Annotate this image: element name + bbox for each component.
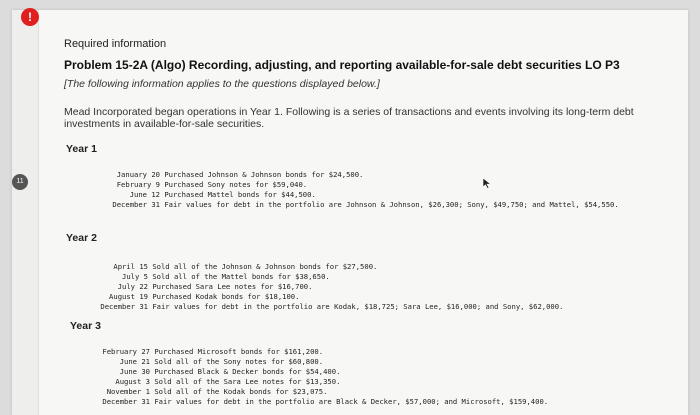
year-1-heading: Year 1 bbox=[66, 143, 97, 155]
transaction-date: December 31 bbox=[102, 397, 150, 406]
transaction-date: December 31 bbox=[100, 302, 148, 311]
transaction-row bbox=[70, 292, 652, 302]
transaction-text: Purchased Microsoft bonds for $161,200. bbox=[154, 347, 324, 356]
transaction-row bbox=[70, 190, 634, 200]
transaction-row bbox=[70, 170, 634, 180]
transaction-text: Sold all of the Sony notes for $60,800. bbox=[154, 357, 324, 366]
transaction-date: February 27 bbox=[102, 347, 150, 356]
transaction-text: Purchased Sara Lee notes for $16,700. bbox=[152, 282, 313, 291]
section-title: Required information bbox=[64, 38, 167, 50]
transaction-date: December 31 bbox=[112, 200, 160, 209]
transaction-row bbox=[68, 377, 654, 387]
transaction-text: Purchased Black & Decker bonds for $54,400. bbox=[154, 367, 341, 376]
transaction-date: July 5 bbox=[122, 272, 148, 281]
transaction-text: Purchased Sony notes for $59,040. bbox=[164, 180, 308, 189]
transaction-text: Purchased Kodak bonds for $18,100. bbox=[152, 292, 300, 301]
transaction-text: Purchased Johnson & Johnson bonds for $24,500. bbox=[164, 170, 364, 179]
transaction-row bbox=[68, 357, 654, 367]
transaction-row bbox=[70, 302, 652, 312]
instruction-note: [The following information applies to the questions displayed below.] bbox=[64, 78, 380, 90]
year-2-heading: Year 2 bbox=[66, 232, 97, 244]
transaction-date: November 1 bbox=[106, 387, 150, 396]
transaction-date: June 21 bbox=[119, 357, 150, 366]
problem-panel bbox=[12, 10, 688, 415]
transaction-text: Fair values for debt in the portfolio are Black & Decker, $57,000; and Microsoft, $159,400. bbox=[154, 397, 549, 406]
transaction-row bbox=[68, 347, 654, 357]
transaction-row bbox=[70, 262, 652, 272]
transaction-row bbox=[70, 180, 634, 190]
transaction-row bbox=[68, 397, 654, 407]
problem-title: Problem 15-2A (Algo) Recording, adjusting, and reporting available-for-sale debt securities LO P3 bbox=[64, 58, 620, 72]
year-3-transactions bbox=[68, 347, 654, 407]
year-3-heading: Year 3 bbox=[70, 320, 101, 332]
transaction-date: August 19 bbox=[109, 292, 148, 301]
alert-icon: ! bbox=[21, 8, 39, 26]
transaction-date: June 30 bbox=[119, 367, 150, 376]
transaction-date: February 9 bbox=[116, 180, 160, 189]
transaction-date: April 15 bbox=[113, 262, 148, 271]
transaction-date: July 22 bbox=[117, 282, 148, 291]
year-1-transactions bbox=[70, 170, 634, 210]
transaction-text: Fair values for debt in the portfolio are Kodak, $18,725; Sara Lee, $16,000; and Sony, $62,000. bbox=[152, 302, 564, 311]
transaction-row bbox=[70, 272, 652, 282]
transaction-row bbox=[70, 282, 652, 292]
transaction-date: August 3 bbox=[115, 377, 150, 386]
transaction-text: Sold all of the Johnson & Johnson bonds for $27,500. bbox=[152, 262, 378, 271]
transaction-text: Sold all of the Sara Lee notes for $13,350. bbox=[154, 377, 341, 386]
transaction-row bbox=[68, 367, 654, 377]
intro-paragraph: Mead Incorporated began operations in Year 1. Following is a series of transactions and events involving its long-term debt investments in available-for-sale securities. bbox=[64, 106, 634, 130]
transaction-text: Sold all of the Kodak bonds for $23,075. bbox=[154, 387, 328, 396]
transaction-row bbox=[68, 387, 654, 397]
left-rail bbox=[12, 10, 39, 415]
transaction-row bbox=[70, 200, 634, 210]
transaction-text: Purchased Mattel bonds for $44,500. bbox=[164, 190, 316, 199]
year-2-transactions bbox=[70, 262, 652, 312]
transaction-date: June 12 bbox=[129, 190, 160, 199]
transaction-date: January 20 bbox=[116, 170, 160, 179]
transaction-text: Fair values for debt in the portfolio are Johnson & Johnson, $26,300; Sony, $49,750; and Mattel, $54,550. bbox=[164, 200, 619, 209]
side-tab[interactable]: 11 bbox=[12, 174, 28, 190]
transaction-text: Sold all of the Mattel bonds for $38,650. bbox=[152, 272, 330, 281]
